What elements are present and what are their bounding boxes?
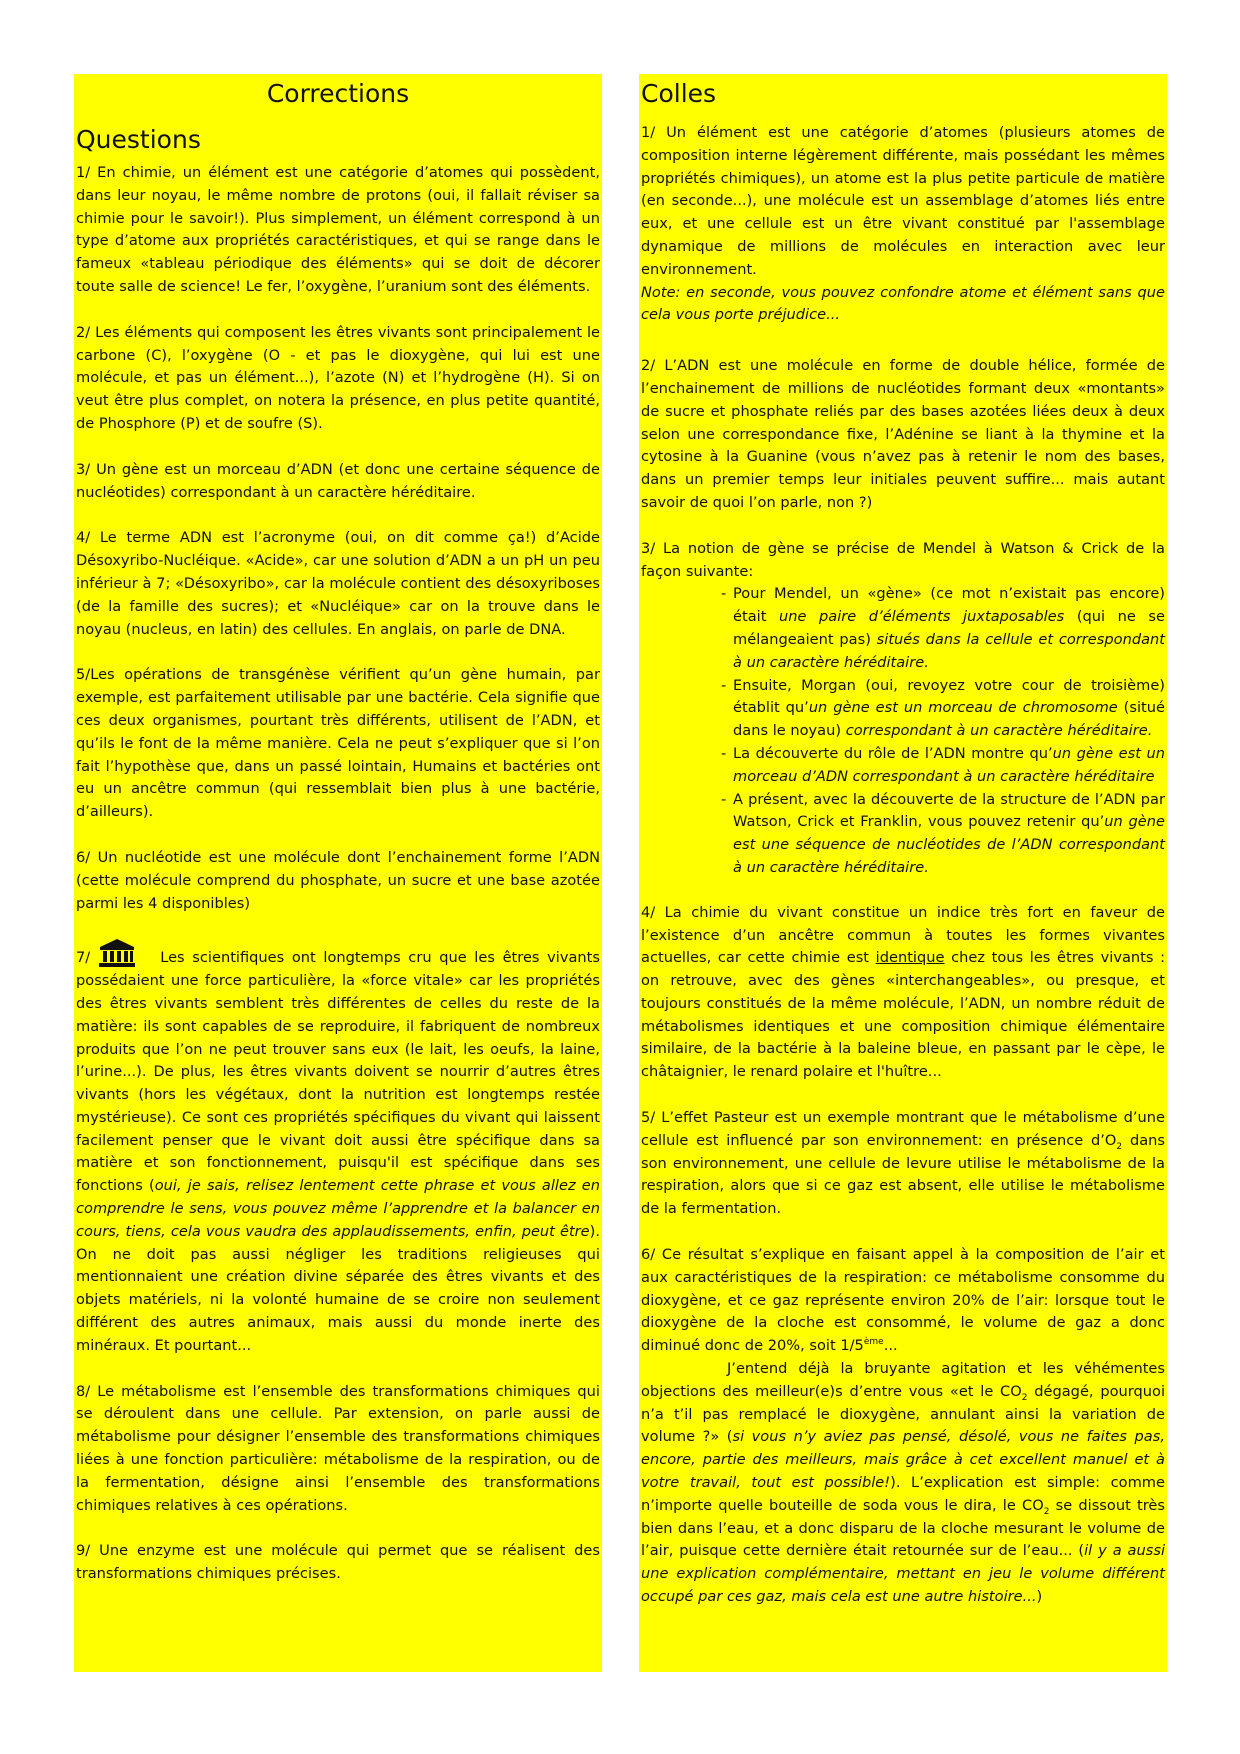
list-item: - Ensuite, Morgan (oui, revoyez votre cour de troisième) établit qu’un gène est un morceau de chromosome (situé dans le noyau) correspondant à un caractère héréditaire. <box>721 675 1165 743</box>
questions-heading: Questions <box>76 125 201 154</box>
answer-7-number: 7/ <box>76 949 91 967</box>
colles-title: Colles <box>641 79 717 108</box>
answer-1: 1/ En chimie, un élément est une catégorie d’atomes qui possèdent, dans leur noyau, le même nombre de protons (oui, il fallait réviser sa chimie pour le savoir!). Plus simplement, un élément correspond à un type d’atome aux propriétés caractéristiques, et qui se range dans le fameux «tableau périodique des éléments» qui se doit de décorer toute salle de science! Le fer, l’oxygène, l’uranium sont des éléments. <box>76 164 600 295</box>
answer-5: 5/Les opérations de transgénèse vérifient qu’un gène humain, par exemple, est parfaitement utilisable par une bactérie. Cela signifie que ces deux organismes, pourtant très différents, utilisent de l’ADN, et qu’ils le font de la même manière. Cela ne peut s’expliquer que si l’on fait l’hypothèse que, dans un passé lointain, Humains et bactéries ont eu un ancêtre commun (qui ressemblait bien plus à une bactérie, d’ailleurs). <box>76 666 600 821</box>
colle-1-note: Note: en seconde, vous pouvez confondre atome et élément sans que cela vous porte préjudice... <box>641 283 1165 324</box>
colle-4: 4/ La chimie du vivant constitue un indice très fort en faveur de l’existence d’un ancêtre commun à toutes les formes vivantes actuelles, car cette chimie est identique chez tous les êtres vivants : on retrouve, avec des gènes «interchangeables», ou presque, et toujours constitués de la même molécule, l’ADN, un nombre réduit de métabolismes identiques et une composition chimique élémentaire similaire, de la bactérie à la baleine bleue, en passant par le cèpe, le châtaignier, le renard polaire et l'huître... <box>641 903 1166 1081</box>
answer-6: 6/ Un nucléotide est une molécule dont l’enchainement forme l’ADN (cette molécule comprend du phosphate, un sucre et une base azotée parmi les 4 disponibles) <box>76 848 600 912</box>
answer-8: 8/ Le métabolisme est l’ensemble des transformations chimiques qui se déroulent dans une cellule. Par extension, on parle aussi de métabolisme pour désigner l’ensemble des transformations chimiques liées à une fonction particulière: métabolisme de la respiration, ou de la fermentation, désigne ainsi l’ensemble des transformations chimiques relatives à ces opérations. <box>76 1382 600 1514</box>
list-item: - La découverte du rôle de l’ADN montre qu’un gène est un morceau d’ADN correspondant à un caractère héréditaire <box>721 743 1165 789</box>
gene-history-list <box>641 583 1165 879</box>
answer-9: 9/ Une enzyme est une molécule qui permet que se réalisent des transformations chimiques précises. <box>76 1542 600 1583</box>
answer-4: 4/ Le terme ADN est l’acronyme (oui, on dit comme ça!) d’Acide Désoxyribo-Nucléique. «Acide», car une solution d’ADN a un pH un peu inférieur à 7; «Désoxyribo», car la molécule contient des désoxyriboses (de la famille des sucres); et «Nucléique» car on la trouve dans le noyau (nucleus, en latin) des cellules. En anglais, on parle de DNA. <box>76 529 600 638</box>
answer-3: 3/ Un gène est un morceau d’ADN (et donc une certaine séquence de nucléotides) correspondant à un caractère héréditaire. <box>76 460 600 501</box>
corrections-panel <box>74 74 602 1672</box>
answer-2: 2/ Les éléments qui composent les êtres vivants sont principalement le carbone (C), l’oxygène (O - et pas le dioxygène, qui lui est une molécule, et pas un élément...), l’azote (N) et l’hydrogène (H). Si on veut être plus complet, on notera la présence, en plus petite quantité, de Phosphore (P) et de soufre (S). <box>76 323 600 432</box>
colle-3-intro: 3/ La notion de gène se précise de Mendel à Watson & Crick de la façon suivante: <box>641 539 1165 580</box>
colle-2: 2/ L’ADN est une molécule en forme de double hélice, formée de l’enchainement de millions de nucléotides formant deux «montants» de sucre et phosphate reliés par des bases azotées liées deux à deux selon une correspondance fixe, l’Adénine se liant à la thymine et la cytosine à la Guanine (vous n’avez pas à retenir le nom des bases, dans un premier temps leur initiales peuvent suffire... mais autant savoir de quoi l’on parle, non ?) <box>641 357 1165 511</box>
corrections-title: Corrections <box>266 79 410 108</box>
list-item: - A présent, avec la découverte de la structure de l’ADN par Watson, Crick et Franklin, vous pouvez retenir qu’un gène est une séquence de nucléotides de l’ADN correspondant à un caractère héréditaire. <box>721 789 1165 880</box>
colles-panel <box>639 74 1167 1672</box>
museum-icon <box>98 938 136 968</box>
colle-1: 1/ Un élément est une catégorie d’atomes (plusieurs atomes de composition interne légèrement différente, mais possédant les mêmes propriétés chimiques), un atome est la plus petite particule de matière (en seconde...), une molécule est un assemblage d’atomes liés entre eux, et une cellule est un être vivant constitué par l'assemblage dynamique de millions de molécules en interaction avec leur environnement. <box>641 124 1165 278</box>
colle-5: 5/ L’effet Pasteur est un exemple montrant que le métabolisme d’une cellule est influencé par son environnement: en présence $d’O_2$ dans son environnement, une cellule de levure utilise le métabolisme de la respiration, alors que si ce gaz est absent, elle utilise le métabolisme de la fermentation. <box>641 1109 1166 1218</box>
colle-6: 6/ Ce résultat s’explique en faisant appel à la composition de l’air et aux caractéristiques de la respiration: ce métabolisme consomme du dioxygène, et ce gaz représente environ 20% de l’air: lorsque tout le dioxygène de la cloche est consommé, le volume de gaz a donc diminué donc de 20%, soit 1/5ème... <box>641 1246 1165 1355</box>
colle-6-continued: J’entend déjà la bruyante agitation et les véhémentes objections des meilleur(e)s d’entre vous «et le $CO_2$ dégagé, pourquoi n’a t’il pas remplacé le dioxygène, annulant ainsi la variation de volume ?» (si vous n’y aviez pas pensé, désolé, vous ne faites pas, encore, partie des meilleurs, mais grâce à cet excellent manuel et à votre travail, tout est possible!). L’explication est simple: comme n’importe quelle bouteille de soda vous le dira, le $CO_2$ se dissout très bien dans l’eau, et a donc disparu de la cloche mesurant le volume de l’air, puisque cette dernière était retournée sur de l’eau... (il y a aussi une explication complémentaire, mettant en jeu le volume différent occupé par ces gaz, mais cela est une autre histoire...) <box>641 1360 1166 1606</box>
list-item: - Pour Mendel, un «gène» (ce mot n’existait pas encore) était une paire d’éléments juxtaposables (qui ne se mélangeaient pas) situés dans la cellule et correspondant à un caractère héréditaire. <box>721 583 1165 674</box>
answer-7: 7/ Les scientifiques ont longtemps cru que les êtres vivants possédaient une force particulière, la «force vitale» car les propriétés des êtres vivants semblent très différentes de celles du reste de la matière: ils sont capables de se reproduire, il fabriquent de nombreux produits que l’on ne peut trouver sans eux (le lait, les oeufs, la laine, l’urine...). De plus, les êtres vivants doivent se nourrir d’autres êtres vivants (hors les végétaux, dont la nutrition est longtemps restée mystérieuse). Ce sont ces propriétés spécifiques du vivant qui laissent facilement penser que le vivant doit aussi être spécifique dans sa matière et son fonctionnement, puisqu'il est spécifique dans ses fonctions (oui, je sais, relisez lentement cette phrase et vous allez en comprendre le sens, vous pouvez même l’apprendre et la balancer en cours, tiens, cela vous vaudra des applaudissements, enfin, peut être). On ne doit pas aussi négliger les traditions religieuses qui mentionnaient une création divine séparée des êtres vivants et des objets matériels, ni la volonté humaine de se croire non seulement différent des autres animaux, mais aussi du monde inerte des minéraux. Et pourtant... <box>76 938 600 1357</box>
